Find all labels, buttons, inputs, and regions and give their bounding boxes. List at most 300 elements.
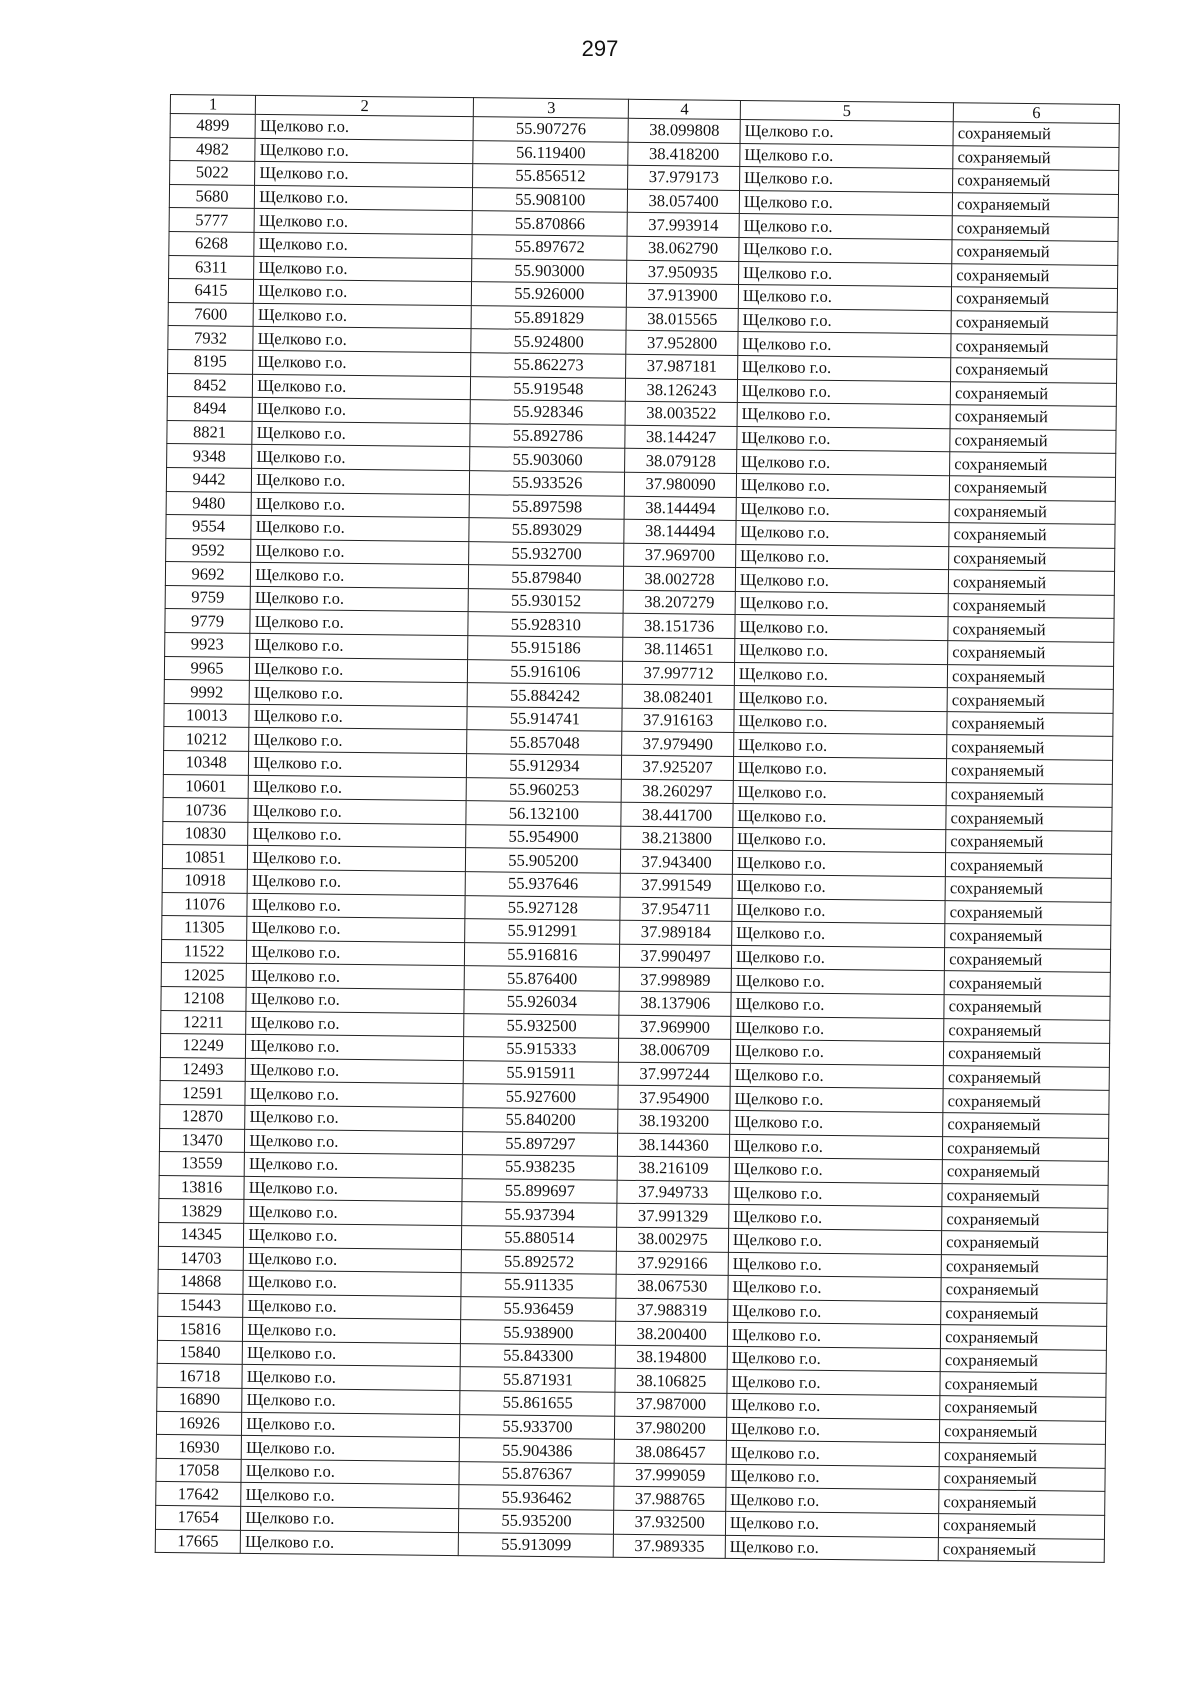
status-cell: сохраняемый (940, 1372, 1106, 1397)
status-cell: сохраняемый (950, 405, 1116, 430)
latitude-cell: 55.938235 (462, 1155, 617, 1180)
id-cell: 12108 (161, 986, 246, 1010)
status-cell: сохраняемый (941, 1254, 1107, 1279)
longitude-cell: 38.015565 (627, 307, 739, 332)
id-cell: 6311 (169, 255, 254, 279)
id-cell: 15840 (157, 1340, 242, 1364)
longitude-cell: 37.998989 (620, 968, 732, 993)
id-cell: 9480 (166, 491, 251, 515)
latitude-cell: 55.914741 (467, 706, 622, 731)
municipality-cell: Щелково г.о. (739, 214, 953, 240)
id-cell: 9442 (166, 467, 251, 491)
data-table (155, 94, 1120, 1563)
municipality-cell: Щелково г.о. (733, 733, 947, 759)
municipality-cell: Щелково г.о. (728, 1276, 942, 1302)
longitude-cell: 38.144247 (625, 425, 737, 450)
status-cell: сохраняемый (948, 570, 1114, 595)
municipality-cell: Щелково г.о. (737, 403, 951, 429)
region-cell: Щелково г.о. (252, 398, 470, 424)
municipality-cell: Щелково г.о. (736, 473, 950, 499)
longitude-cell: 37.988765 (614, 1487, 726, 1512)
status-cell: сохраняемый (941, 1301, 1107, 1326)
municipality-cell: Щелково г.о. (735, 544, 949, 570)
longitude-cell: 37.969700 (624, 543, 736, 568)
municipality-cell: Щелково г.о. (733, 780, 947, 806)
region-cell: Щелково г.о. (241, 1483, 459, 1509)
region-cell: Щелково г.о. (242, 1341, 460, 1367)
status-cell: сохраняемый (943, 1065, 1109, 1090)
latitude-cell: 55.880514 (462, 1226, 617, 1251)
status-cell: сохраняемый (952, 263, 1118, 288)
municipality-cell: Щелково г.о. (728, 1252, 942, 1278)
latitude-cell: 55.916816 (465, 942, 620, 967)
region-cell: Щелково г.о. (241, 1506, 459, 1532)
longitude-cell: 37.989184 (620, 920, 732, 945)
latitude-cell: 55.937646 (465, 872, 620, 897)
latitude-cell: 55.933526 (470, 471, 625, 496)
longitude-cell: 38.062790 (627, 236, 739, 261)
longitude-cell: 37.943400 (621, 850, 733, 875)
region-cell: Щелково г.о. (253, 303, 471, 329)
status-cell: сохраняемый (941, 1325, 1107, 1350)
latitude-cell: 55.937394 (462, 1202, 617, 1227)
latitude-cell: 55.960253 (466, 777, 621, 802)
status-cell: сохраняемый (950, 381, 1116, 406)
status-cell: сохраняемый (945, 924, 1111, 949)
status-cell: сохраняемый (951, 334, 1117, 359)
longitude-cell: 37.980200 (615, 1416, 727, 1441)
region-cell: Щелково г.о. (245, 1058, 463, 1084)
region-cell: Щелково г.о. (248, 822, 466, 848)
region-cell: Щелково г.о. (254, 280, 472, 306)
column-header-1: 1 (170, 95, 255, 115)
latitude-cell: 55.905200 (466, 848, 621, 873)
municipality-cell: Щелково г.о. (733, 756, 947, 782)
municipality-cell: Щелково г.о. (731, 992, 945, 1018)
longitude-cell: 37.999059 (614, 1463, 726, 1488)
status-cell: сохраняемый (941, 1278, 1107, 1303)
latitude-cell: 55.871931 (460, 1367, 615, 1392)
latitude-cell: 55.892786 (470, 423, 625, 448)
id-cell: 10212 (164, 727, 249, 751)
latitude-cell: 55.913099 (458, 1532, 613, 1557)
longitude-cell: 38.106825 (615, 1369, 727, 1394)
latitude-cell: 55.903000 (472, 258, 627, 283)
status-cell: сохраняемый (942, 1207, 1108, 1232)
status-cell: сохраняемый (944, 1018, 1110, 1043)
longitude-cell: 37.952800 (626, 331, 738, 356)
column-header-5: 5 (740, 100, 953, 121)
status-cell: сохраняемый (948, 594, 1114, 619)
longitude-cell: 38.144360 (618, 1133, 730, 1158)
status-cell: сохраняемый (951, 287, 1117, 312)
longitude-cell: 38.003522 (626, 401, 738, 426)
region-cell: Щелково г.о. (250, 586, 468, 612)
id-cell: 12211 (161, 1010, 246, 1034)
municipality-cell: Щелково г.о. (729, 1205, 943, 1231)
longitude-cell: 37.990497 (620, 944, 732, 969)
id-cell: 13816 (159, 1175, 244, 1199)
latitude-cell: 55.928310 (468, 612, 623, 637)
status-cell: сохраняемый (949, 546, 1115, 571)
latitude-cell: 55.912991 (465, 919, 620, 944)
region-cell: Щелково г.о. (255, 185, 473, 211)
region-cell: Щелково г.о. (243, 1270, 461, 1296)
longitude-cell: 37.997712 (623, 661, 735, 686)
latitude-cell: 55.908100 (473, 187, 628, 212)
longitude-cell: 37.913900 (627, 283, 739, 308)
region-cell: Щелково г.о. (244, 1176, 462, 1202)
status-cell: сохраняемый (939, 1466, 1105, 1491)
id-cell: 5022 (170, 161, 255, 185)
region-cell: Щелково г.о. (241, 1459, 459, 1485)
id-cell: 10013 (164, 703, 249, 727)
status-cell: сохраняемый (951, 310, 1117, 335)
status-cell: сохраняемый (947, 688, 1113, 713)
region-cell: Щелково г.о. (244, 1223, 462, 1249)
status-cell: сохраняемый (946, 782, 1112, 807)
status-cell: сохраняемый (952, 216, 1118, 241)
id-cell: 9554 (166, 515, 251, 539)
latitude-cell: 55.912934 (467, 754, 622, 779)
region-cell: Щелково г.о. (249, 751, 467, 777)
id-cell: 16890 (157, 1387, 242, 1411)
latitude-cell: 55.891829 (471, 305, 626, 330)
id-cell: 16930 (156, 1435, 241, 1459)
latitude-cell: 55.933700 (460, 1414, 615, 1439)
region-cell: Щелково г.о. (255, 114, 473, 140)
status-cell: сохраняемый (939, 1514, 1105, 1539)
column-header-4: 4 (629, 99, 741, 119)
status-cell: сохраняемый (942, 1231, 1108, 1256)
status-cell: сохраняемый (945, 877, 1111, 902)
region-cell: Щелково г.о. (250, 633, 468, 659)
status-cell: сохраняемый (949, 476, 1115, 501)
column-header-3: 3 (474, 98, 629, 119)
region-cell: Щелково г.о. (246, 1011, 464, 1037)
region-cell: Щелково г.о. (252, 468, 470, 494)
latitude-cell: 55.915333 (464, 1037, 619, 1062)
id-cell: 4899 (170, 114, 255, 138)
status-cell: сохраняемый (953, 145, 1119, 170)
longitude-cell: 37.954900 (618, 1086, 730, 1111)
longitude-cell: 38.067530 (616, 1274, 728, 1299)
status-cell: сохраняемый (947, 712, 1113, 737)
status-cell: сохраняемый (950, 428, 1116, 453)
id-cell: 4982 (170, 137, 255, 161)
longitude-cell: 37.988319 (616, 1298, 728, 1323)
municipality-cell: Щелково г.о. (735, 591, 949, 617)
id-cell: 17654 (155, 1505, 240, 1529)
region-cell: Щелково г.о. (255, 162, 473, 188)
longitude-cell: 38.144494 (625, 496, 737, 521)
latitude-cell: 55.932500 (464, 1013, 619, 1038)
municipality-cell: Щелково г.о. (730, 1087, 944, 1113)
latitude-cell: 55.915911 (463, 1060, 618, 1085)
latitude-cell: 55.899697 (462, 1178, 617, 1203)
id-cell: 14345 (158, 1222, 243, 1246)
latitude-cell: 55.840200 (463, 1108, 618, 1133)
municipality-cell: Щелково г.о. (735, 615, 949, 641)
id-cell: 15443 (158, 1293, 243, 1317)
longitude-cell: 37.980090 (625, 472, 737, 497)
id-cell: 11522 (161, 939, 246, 963)
municipality-cell: Щелково г.о. (730, 1040, 944, 1066)
municipality-cell: Щелково г.о. (736, 521, 950, 547)
municipality-cell: Щелково г.о. (726, 1441, 940, 1467)
region-cell: Щелково г.о. (245, 1105, 463, 1131)
region-cell: Щелково г.о. (242, 1388, 460, 1414)
region-cell: Щелково г.о. (242, 1412, 460, 1438)
municipality-cell: Щелково г.о. (735, 568, 949, 594)
latitude-cell: 55.861655 (460, 1391, 615, 1416)
longitude-cell: 37.929166 (617, 1251, 729, 1276)
region-cell: Щелково г.о. (254, 256, 472, 282)
municipality-cell: Щелково г.о. (738, 308, 952, 334)
status-cell: сохраняемый (952, 192, 1118, 217)
region-cell: Щелково г.о. (242, 1365, 460, 1391)
latitude-cell: 55.907276 (473, 117, 628, 142)
status-cell: сохраняемый (952, 240, 1118, 265)
latitude-cell: 55.928346 (470, 400, 625, 425)
latitude-cell: 55.870866 (472, 211, 627, 236)
longitude-cell: 38.418200 (628, 142, 740, 167)
region-cell: Щелково г.о. (243, 1294, 461, 1320)
municipality-cell: Щелково г.о. (728, 1228, 942, 1254)
latitude-cell: 55.924800 (471, 329, 626, 354)
region-cell: Щелково г.о. (246, 987, 464, 1013)
region-cell: Щелково г.о. (253, 327, 471, 353)
region-cell: Щелково г.о. (245, 1129, 463, 1155)
longitude-cell: 37.969900 (619, 1015, 731, 1040)
longitude-cell: 37.932500 (614, 1510, 726, 1535)
id-cell: 13829 (159, 1199, 244, 1223)
municipality-cell: Щелково г.о. (725, 1535, 939, 1561)
status-cell: сохраняемый (949, 499, 1115, 524)
region-cell: Щелково г.о. (250, 657, 468, 683)
municipality-cell: Щелково г.о. (740, 143, 954, 169)
region-cell: Щелково г.о. (248, 799, 466, 825)
id-cell: 8452 (167, 373, 252, 397)
status-cell: сохраняемый (943, 1089, 1109, 1114)
status-cell: сохраняемый (940, 1419, 1106, 1444)
longitude-cell: 37.987181 (626, 354, 738, 379)
longitude-cell: 38.137906 (619, 991, 731, 1016)
longitude-cell: 37.916163 (622, 708, 734, 733)
region-cell: Щелково г.о. (247, 917, 465, 943)
municipality-cell: Щелково г.о. (734, 686, 948, 712)
latitude-cell: 55.856512 (473, 164, 628, 189)
status-cell: сохраняемый (943, 1136, 1109, 1161)
municipality-cell: Щелково г.о. (734, 639, 948, 665)
region-cell: Щелково г.о. (244, 1200, 462, 1226)
id-cell: 10851 (162, 845, 247, 869)
id-cell: 10918 (162, 868, 247, 892)
id-cell: 15816 (157, 1317, 242, 1341)
latitude-cell: 55.936459 (461, 1296, 616, 1321)
region-cell: Щелково г.о. (251, 515, 469, 541)
municipality-cell: Щелково г.о. (733, 804, 947, 830)
region-cell: Щелково г.о. (247, 869, 465, 895)
municipality-cell: Щелково г.о. (727, 1323, 941, 1349)
municipality-cell: Щелково г.о. (730, 1063, 944, 1089)
id-cell: 5777 (169, 208, 254, 232)
municipality-cell: Щелково г.о. (731, 945, 945, 971)
status-cell: сохраняемый (943, 1113, 1109, 1138)
latitude-cell: 56.119400 (473, 140, 628, 165)
status-cell: сохраняемый (942, 1160, 1108, 1185)
latitude-cell: 55.857048 (467, 730, 622, 755)
id-cell: 10736 (163, 798, 248, 822)
region-cell: Щелково г.о. (251, 563, 469, 589)
municipality-cell: Щелково г.о. (731, 969, 945, 995)
municipality-cell: Щелково г.о. (740, 119, 954, 145)
id-cell: 9348 (167, 444, 252, 468)
region-cell: Щелково г.о. (254, 232, 472, 258)
longitude-cell: 37.925207 (622, 755, 734, 780)
region-cell: Щелково г.о. (249, 681, 467, 707)
region-cell: Щелково г.о. (240, 1530, 458, 1556)
id-cell: 9759 (165, 585, 250, 609)
municipality-cell: Щелково г.о. (732, 851, 946, 877)
latitude-cell: 55.911335 (461, 1273, 616, 1298)
longitude-cell: 38.002975 (617, 1227, 729, 1252)
id-cell: 14703 (158, 1246, 243, 1270)
latitude-cell: 55.927128 (465, 895, 620, 920)
municipality-cell: Щелково г.о. (737, 355, 951, 381)
longitude-cell: 38.079128 (625, 449, 737, 474)
longitude-cell: 38.006709 (619, 1038, 731, 1063)
municipality-cell: Щелково г.о. (726, 1417, 940, 1443)
municipality-cell: Щелково г.о. (729, 1158, 943, 1184)
latitude-cell: 55.897297 (463, 1131, 618, 1156)
longitude-cell: 38.207279 (624, 590, 736, 615)
municipality-cell: Щелково г.о. (726, 1488, 940, 1514)
id-cell: 16926 (156, 1411, 241, 1435)
latitude-cell: 55.876400 (464, 966, 619, 991)
longitude-cell: 37.991329 (617, 1204, 729, 1229)
longitude-cell: 38.216109 (618, 1156, 730, 1181)
municipality-cell: Щелково г.о. (739, 237, 953, 263)
region-cell: Щелково г.о. (247, 893, 465, 919)
region-cell: Щелково г.о. (249, 704, 467, 730)
status-cell: сохраняемый (953, 122, 1119, 147)
id-cell: 10601 (163, 774, 248, 798)
latitude-cell: 55.938900 (461, 1320, 616, 1345)
longitude-cell: 38.193200 (618, 1109, 730, 1134)
municipality-cell: Щелково г.о. (737, 426, 951, 452)
longitude-cell: 37.954711 (620, 897, 732, 922)
id-cell: 6415 (168, 279, 253, 303)
latitude-cell: 55.884242 (467, 683, 622, 708)
status-cell: сохраняемый (946, 806, 1112, 831)
latitude-cell: 55.897598 (469, 494, 624, 519)
longitude-cell: 38.260297 (622, 779, 734, 804)
latitude-cell: 55.843300 (460, 1343, 615, 1368)
region-cell: Щелково г.о. (250, 610, 468, 636)
status-cell: сохраняемый (948, 641, 1114, 666)
longitude-cell: 38.144494 (624, 519, 736, 544)
id-cell: 5680 (169, 184, 254, 208)
id-cell: 12249 (160, 1034, 245, 1058)
page-number: 297 (581, 36, 619, 61)
longitude-cell: 38.099808 (629, 118, 741, 143)
municipality-cell: Щелково г.о. (727, 1393, 941, 1419)
region-cell: Щелково г.о. (252, 421, 470, 447)
id-cell: 8494 (167, 397, 252, 421)
region-cell: Щелково г.о. (251, 539, 469, 565)
id-cell: 6268 (169, 231, 254, 255)
municipality-cell: Щелково г.о. (727, 1346, 941, 1372)
longitude-cell: 37.997244 (619, 1062, 731, 1087)
region-cell: Щелково г.о. (243, 1318, 461, 1344)
longitude-cell: 37.987000 (615, 1392, 727, 1417)
longitude-cell: 38.082401 (623, 685, 735, 710)
id-cell: 7600 (168, 302, 253, 326)
id-cell: 9965 (164, 656, 249, 680)
status-cell: сохраняемый (940, 1349, 1106, 1374)
id-cell: 9992 (164, 680, 249, 704)
region-cell: Щелково г.о. (243, 1247, 461, 1273)
municipality-cell: Щелково г.о. (736, 497, 950, 523)
id-cell: 8821 (167, 420, 252, 444)
id-cell: 11305 (162, 916, 247, 940)
status-cell: сохраняемый (948, 617, 1114, 642)
municipality-cell: Щелково г.о. (732, 898, 946, 924)
id-cell: 8195 (168, 349, 253, 373)
latitude-cell: 55.926000 (472, 282, 627, 307)
municipality-cell: Щелково г.о. (729, 1134, 943, 1160)
id-cell: 13559 (159, 1152, 244, 1176)
status-cell: сохраняемый (944, 1042, 1110, 1067)
status-cell: сохраняемый (946, 759, 1112, 784)
longitude-cell: 37.991549 (621, 873, 733, 898)
id-cell: 9923 (165, 633, 250, 657)
municipality-cell: Щелково г.о. (734, 662, 948, 688)
id-cell: 7932 (168, 326, 253, 350)
region-cell: Щелково г.о. (246, 964, 464, 990)
latitude-cell: 55.926034 (464, 990, 619, 1015)
longitude-cell: 38.200400 (616, 1322, 728, 1347)
id-cell: 11076 (162, 892, 247, 916)
table-body (155, 114, 1119, 1563)
municipality-cell: Щелково г.о. (731, 922, 945, 948)
latitude-cell: 55.903060 (470, 447, 625, 472)
status-cell: сохраняемый (949, 523, 1115, 548)
longitude-cell: 38.194800 (616, 1345, 728, 1370)
municipality-cell: Щелково г.о. (739, 167, 953, 193)
municipality-cell: Щелково г.о. (738, 285, 952, 311)
latitude-cell: 55.927600 (463, 1084, 618, 1109)
latitude-cell: 55.893029 (469, 518, 624, 543)
longitude-cell: 38.441700 (621, 802, 733, 827)
municipality-cell: Щелково г.о. (729, 1181, 943, 1207)
status-cell: сохраняемый (947, 735, 1113, 760)
id-cell: 17642 (156, 1482, 241, 1506)
latitude-cell: 55.936462 (459, 1485, 614, 1510)
column-header-6: 6 (953, 103, 1119, 124)
column-header-2: 2 (256, 95, 474, 116)
latitude-cell: 55.916106 (468, 659, 623, 684)
longitude-cell: 38.002728 (624, 567, 736, 592)
latitude-cell: 55.876367 (459, 1461, 614, 1486)
status-cell: сохраняемый (947, 664, 1113, 689)
latitude-cell: 55.892572 (461, 1249, 616, 1274)
municipality-cell: Щелково г.о. (730, 1110, 944, 1136)
id-cell: 10348 (163, 751, 248, 775)
latitude-cell: 55.897672 (472, 235, 627, 260)
id-cell: 10830 (163, 821, 248, 845)
